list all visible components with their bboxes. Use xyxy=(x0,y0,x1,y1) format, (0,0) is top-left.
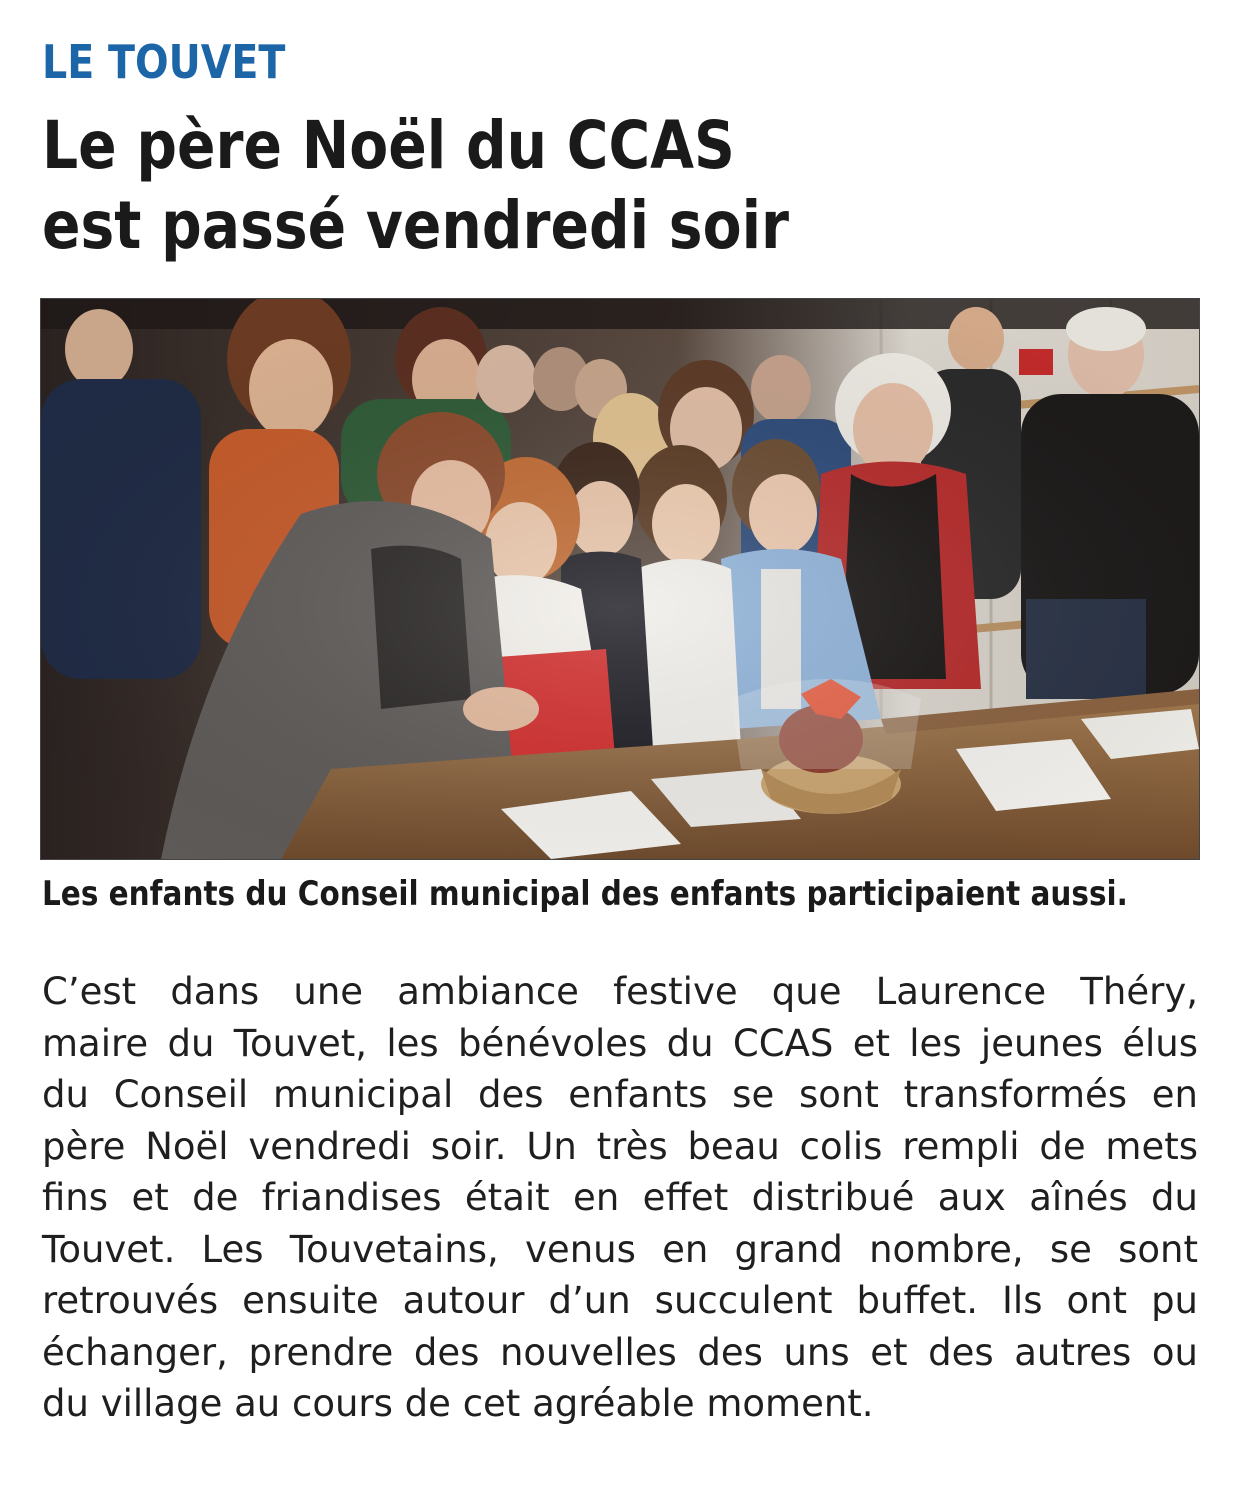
photo-illustration xyxy=(41,299,1199,859)
body-line-5: fins et de friandises était en effet distribué aux aînés du xyxy=(42,1176,1198,1219)
section-kicker: LE TOUVET xyxy=(42,35,286,89)
article-body xyxy=(42,966,1198,1430)
headline xyxy=(42,106,1160,266)
article-photo xyxy=(40,298,1200,860)
body-line-3: du Conseil municipal des enfants se sont transformés en xyxy=(42,1073,1198,1116)
headline-line-2: est passé vendredi soir xyxy=(42,187,790,264)
body-line-1: C’est dans une ambiance festive que Laurence Théry, xyxy=(42,970,1198,1013)
body-line-9: du village au cours de cet agréable moment. xyxy=(42,1382,874,1425)
body-line-8: échanger, prendre des nouvelles des uns et des autres ou xyxy=(42,1330,1198,1374)
body-line-6: Touvet. Les Touvetains, venus en grand nombre, se sont xyxy=(42,1227,1198,1271)
body-line-4: père Noël vendredi soir. Un très beau colis rempli de mets xyxy=(42,1124,1198,1168)
headline-line-1: Le père Noël du CCAS xyxy=(42,107,735,184)
photo-caption: Les enfants du Conseil municipal des enfants participaient aussi. xyxy=(42,874,1128,914)
body-line-7: retrouvés ensuite autour d’un succulent buffet. Ils ont pu xyxy=(42,1279,1198,1322)
body-line-2: maire du Touvet, les bénévoles du CCAS et les jeunes élus xyxy=(42,1021,1198,1065)
